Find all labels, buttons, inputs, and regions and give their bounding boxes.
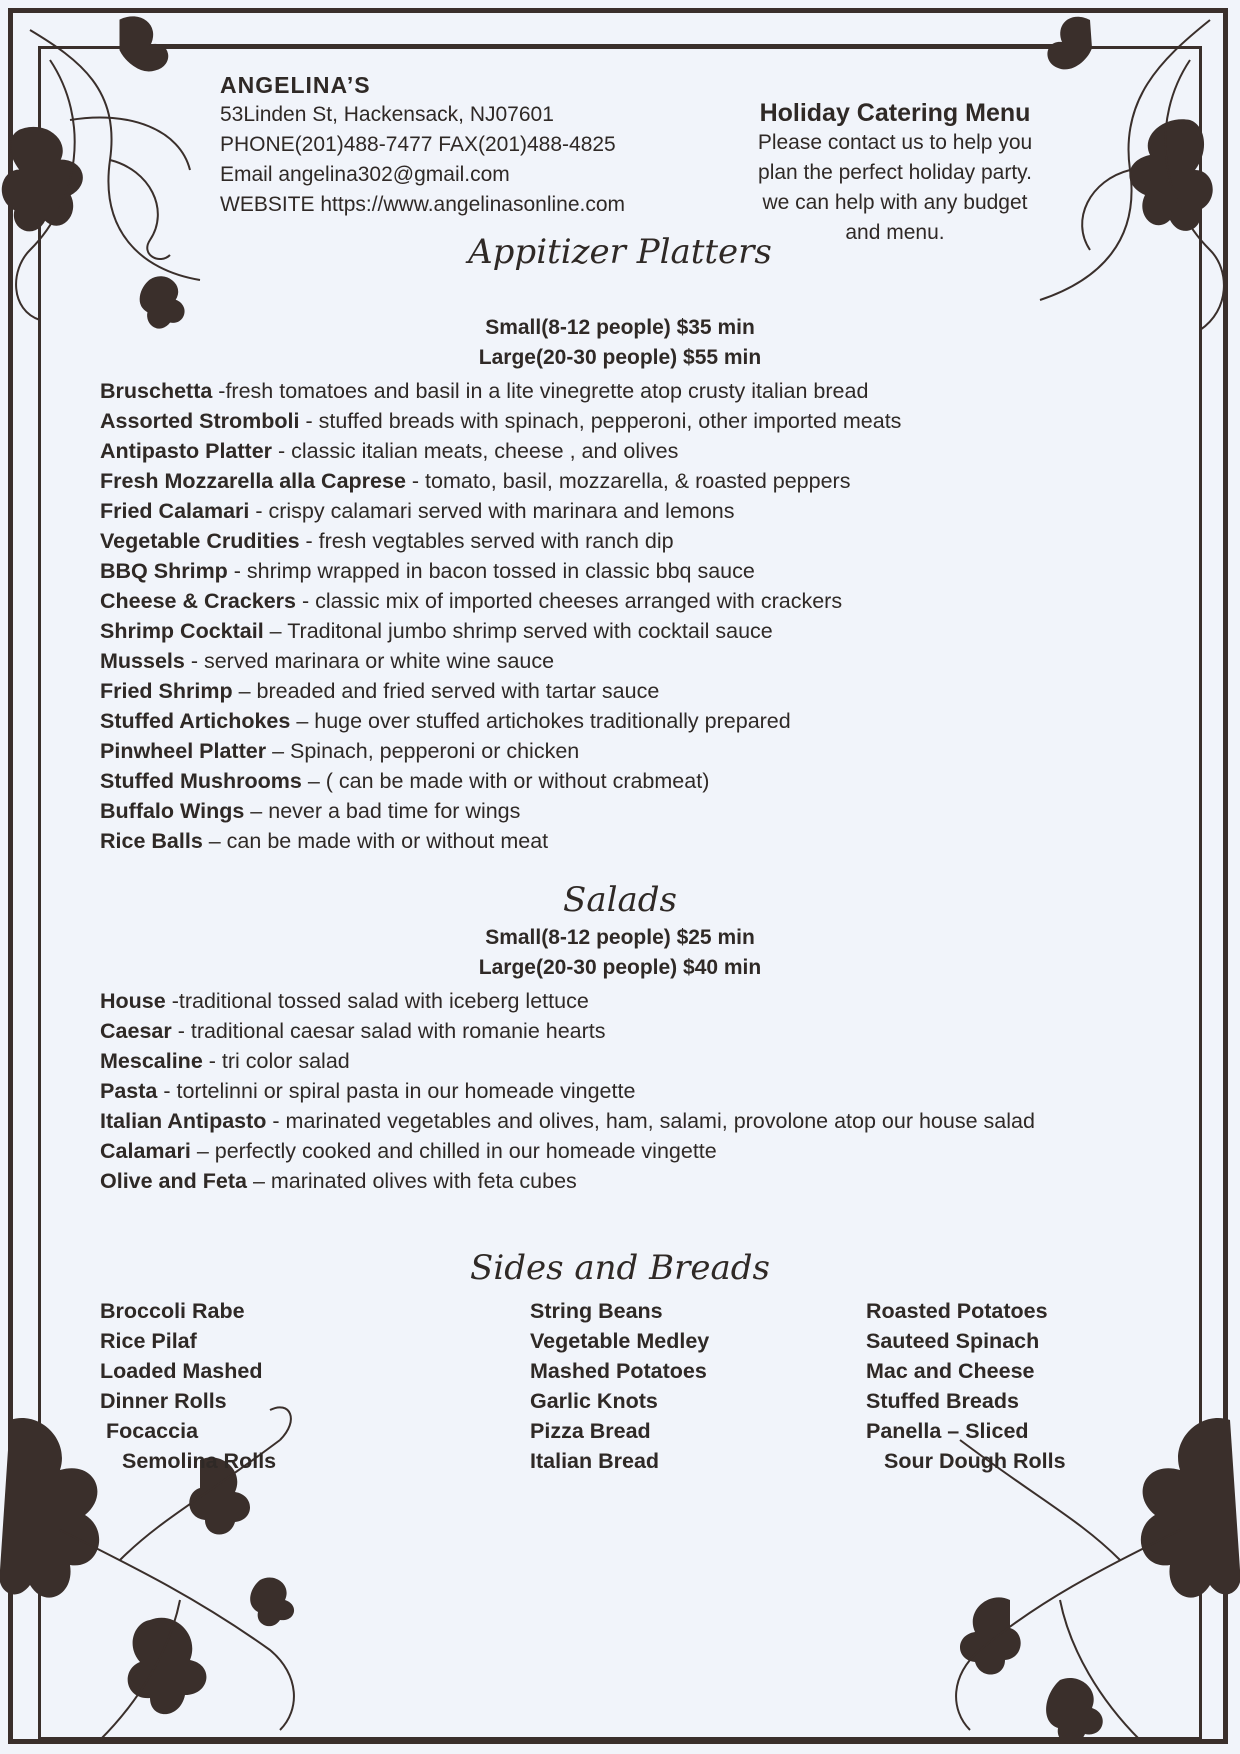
menu-item-description: - served marinara or white wine sauce <box>184 649 555 673</box>
menu-item-name: Fried Calamari <box>100 499 250 523</box>
menu-item-name: Italian Antipasto <box>100 1109 267 1133</box>
side-item: Vegetable Medley <box>530 1329 710 1353</box>
side-item: Garlic Knots <box>530 1389 658 1413</box>
menu-item <box>100 796 1100 826</box>
menu-item <box>100 826 1100 856</box>
menu-item-name: Mussels <box>100 649 185 673</box>
holiday-line: plan the perfect holiday party. <box>758 161 1032 184</box>
salads-list <box>100 986 1100 1196</box>
menu-item-name: Caesar <box>100 1019 172 1043</box>
menu-item-name: House <box>100 989 166 1013</box>
business-address: 53Linden St, Hackensack, NJ07601 <box>220 103 554 126</box>
menu-item-description: - classic mix of imported cheeses arranged with crackers <box>296 589 843 613</box>
menu-item-name: Olive and Feta <box>100 1169 247 1193</box>
menu-item-name: Pasta <box>100 1079 158 1103</box>
menu-item <box>100 1076 1100 1106</box>
side-item: Loaded Mashed <box>100 1359 263 1383</box>
side-item: Italian Bread <box>530 1449 660 1473</box>
appetizers-price-small: Small(8-12 people) $35 min <box>485 316 755 339</box>
menu-item <box>100 1046 1100 1076</box>
menu-item-description: -traditional tossed salad with iceberg lettuce <box>165 989 589 1013</box>
side-item: Rice Pilaf <box>100 1329 197 1353</box>
appetizers-list <box>100 376 1100 856</box>
side-item: Sauteed Spinach <box>866 1329 1040 1353</box>
menu-item-description: – marinated olives with feta cubes <box>246 1169 577 1193</box>
menu-item-name: Rice Balls <box>100 829 203 853</box>
side-item: Mashed Potatoes <box>530 1359 707 1383</box>
page-border-top-rule <box>150 44 1080 47</box>
menu-item-description: - crispy calamari served with marinara and lemons <box>249 499 735 523</box>
menu-item-name: Fried Shrimp <box>100 679 233 703</box>
holiday-title: Holiday Catering Menu <box>759 99 1031 127</box>
menu-item-description: – Spinach, pepperoni or chicken <box>266 739 580 763</box>
menu-item <box>100 1166 1100 1196</box>
side-item: String Beans <box>530 1299 663 1323</box>
menu-item <box>100 676 1100 706</box>
menu-item-description: - marinated vegetables and olives, ham, salami, provolone atop our house salad <box>266 1109 1035 1133</box>
menu-item <box>100 1106 1100 1136</box>
menu-item-name: Cheese & Crackers <box>100 589 297 613</box>
menu-item-description: – can be made with or without meat <box>202 829 549 853</box>
sides-column-2 <box>530 1296 709 1476</box>
side-item: Dinner Rolls <box>100 1389 227 1413</box>
side-item: Stuffed Breads <box>866 1389 1019 1413</box>
salads-price-large: Large(20-30 people) $40 min <box>478 956 762 979</box>
menu-item-description: – huge over stuffed artichokes traditionally prepared <box>290 709 791 733</box>
menu-item-name: Pinwheel Platter <box>100 739 267 763</box>
menu-item <box>100 376 1100 406</box>
appetizers-price-large: Large(20-30 people) $55 min <box>478 346 762 369</box>
business-website[interactable]: WEBSITE https://www.angelinasonline.com <box>220 193 626 216</box>
menu-item-name: Vegetable Crudities <box>100 529 300 553</box>
business-info <box>220 70 625 220</box>
menu-item-description: - tri color salad <box>202 1049 350 1073</box>
holiday-line: Please contact us to help you <box>757 131 1033 154</box>
menu-item <box>100 1136 1100 1166</box>
sides-column-1 <box>100 1296 276 1476</box>
menu-item-description: - stuffed breads with spinach, pepperoni, other imported meats <box>299 409 902 433</box>
menu-item <box>100 526 1100 556</box>
menu-item-name: Stuffed Mushrooms <box>100 769 302 793</box>
sides-title: Sides and Breads <box>470 1248 770 1288</box>
menu-item <box>100 1016 1100 1046</box>
menu-item-description: - tomato, basil, mozzarella, & roasted peppers <box>405 469 851 493</box>
menu-item-name: Assorted Stromboli <box>100 409 300 433</box>
business-name: ANGELINA’S <box>220 72 371 98</box>
menu-item-name: Calamari <box>100 1139 191 1163</box>
menu-item <box>100 736 1100 766</box>
menu-item <box>100 406 1100 436</box>
menu-item <box>100 616 1100 646</box>
menu-item-name: BBQ Shrimp <box>100 559 228 583</box>
side-item: Sour Dough Rolls <box>884 1449 1066 1473</box>
side-item: Pizza Bread <box>530 1419 651 1443</box>
menu-item <box>100 766 1100 796</box>
menu-item-description: - traditional caesar salad with romanie hearts <box>171 1019 606 1043</box>
menu-item-name: Fresh Mozzarella alla Caprese <box>100 469 406 493</box>
menu-item-name: Antipasto Platter <box>100 439 273 463</box>
side-item: Focaccia <box>106 1419 199 1443</box>
menu-item-description: - fresh vegtables served with ranch dip <box>299 529 674 553</box>
menu-item-description: - tortelinni or spiral pasta in our homeade vingette <box>157 1079 636 1103</box>
menu-item <box>100 556 1100 586</box>
sides-column-3 <box>866 1296 1066 1476</box>
side-item: Roasted Potatoes <box>866 1299 1048 1323</box>
menu-item <box>100 466 1100 496</box>
side-item: Semolina Rolls <box>122 1449 277 1473</box>
menu-item-description: - shrimp wrapped in bacon tossed in classic bbq sauce <box>227 559 755 583</box>
menu-item <box>100 436 1100 466</box>
menu-item-description: -fresh tomatoes and basil in a lite vinegrette atop crusty italian bread <box>212 379 869 403</box>
side-item: Mac and Cheese <box>866 1359 1035 1383</box>
menu-item-name: Stuffed Artichokes <box>100 709 291 733</box>
salads-title: Salads <box>563 880 677 920</box>
menu-item <box>100 706 1100 736</box>
appetizers-title: Appitizer Platters <box>468 232 772 272</box>
menu-item-description: – Traditonal jumbo shrimp served with cocktail sauce <box>263 619 773 643</box>
menu-item <box>100 496 1100 526</box>
salads-price-small: Small(8-12 people) $25 min <box>485 926 755 949</box>
menu-item-name: Buffalo Wings <box>100 799 245 823</box>
menu-item <box>100 646 1100 676</box>
holiday-info <box>730 98 1060 248</box>
side-item: Broccoli Rabe <box>100 1299 245 1323</box>
business-phone-fax: PHONE(201)488-7477 FAX(201)488-4825 <box>220 133 616 156</box>
menu-item-description: – ( can be made with or without crabmeat) <box>301 769 710 793</box>
menu-item-description: - classic italian meats, cheese , and olives <box>272 439 679 463</box>
business-email[interactable]: Email angelina302@gmail.com <box>220 163 510 186</box>
menu-item <box>100 586 1100 616</box>
menu-item-description: – perfectly cooked and chilled in our homeade vingette <box>190 1139 717 1163</box>
side-item: Panella – Sliced <box>866 1419 1029 1443</box>
menu-item <box>100 986 1100 1016</box>
menu-item-description: – breaded and fried served with tartar sauce <box>232 679 660 703</box>
holiday-line: we can help with any budget <box>762 191 1028 214</box>
menu-item-description: – never a bad time for wings <box>244 799 521 823</box>
holiday-line: and menu. <box>845 221 945 244</box>
menu-item-name: Mescaline <box>100 1049 203 1073</box>
menu-item-name: Shrimp Cocktail <box>100 619 264 643</box>
menu-item-name: Bruschetta <box>100 379 213 403</box>
